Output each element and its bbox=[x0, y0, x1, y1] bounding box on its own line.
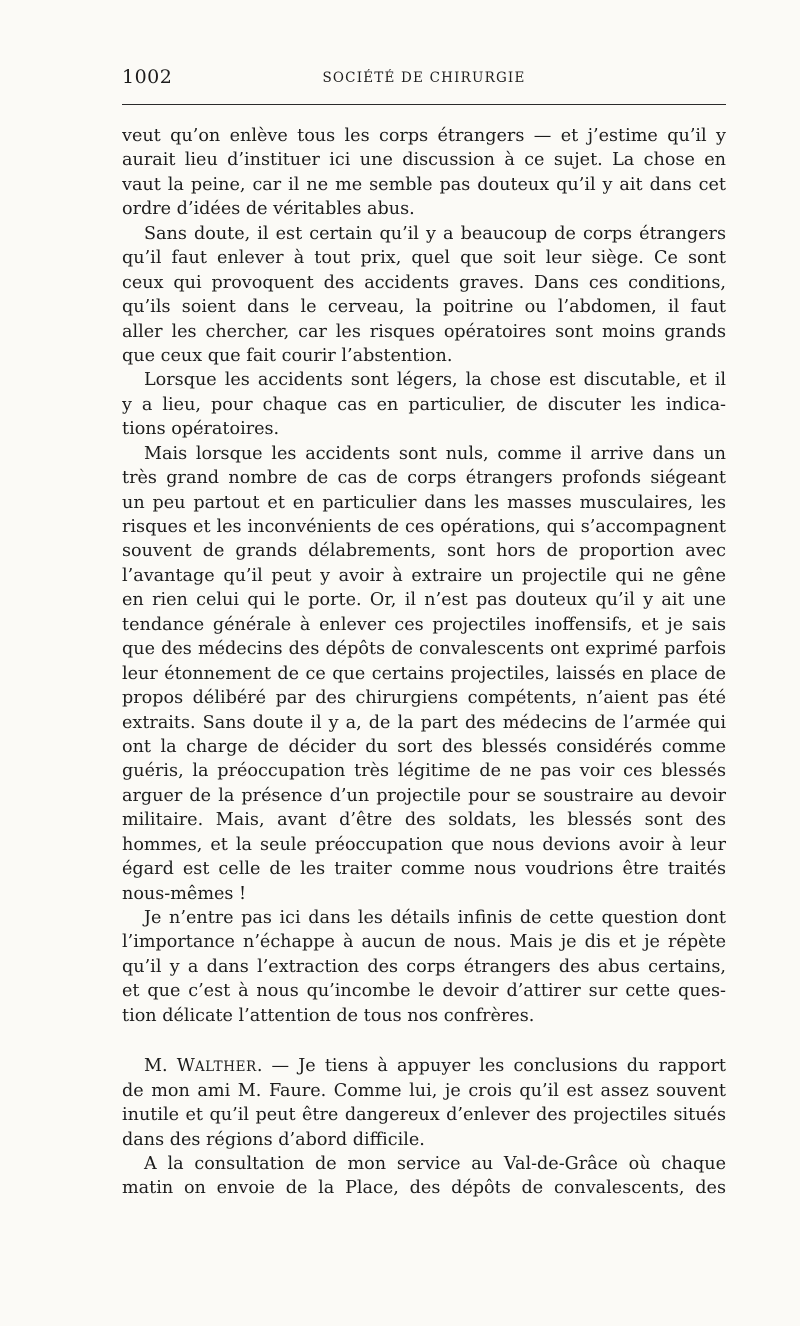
first-line-text: . — Je tiens à appuyer les conclusions du rapport bbox=[256, 1056, 726, 1077]
text-line: vaut la peine, car il ne me semble pas douteux qu’il y ait dans cet bbox=[122, 174, 726, 195]
text-line: veut qu’on enlève tous les corps étrangers — et j’estime qu’il y bbox=[122, 126, 726, 146]
text-line: et que c’est à nous qu’incombe le devoir d’attirer sur cette ques- bbox=[122, 981, 726, 1002]
text-line: y a lieu, pour chaque cas en particulier, de discuter les indica- bbox=[122, 394, 726, 415]
text-line: inutile et qu’il peut être dangereux d’enlever des projectiles situés bbox=[122, 1105, 726, 1126]
text-line: égard est celle de les traiter comme nous voudrions être traités bbox=[122, 859, 726, 880]
text-line: que des médecins des dépôts de convalescents ont exprimé parfois bbox=[122, 639, 726, 660]
text-line: un peu partout et en particulier dans les masses musculaires, les bbox=[122, 492, 726, 513]
paragraph-walther bbox=[122, 1054, 726, 1152]
text-line: de mon ami M. Faure. Comme lui, je crois qu’il est assez souvent bbox=[122, 1080, 726, 1101]
text-line: propos délibéré par des chirurgiens compétents, n’aient pas été bbox=[122, 688, 726, 709]
text-line: A la consultation de mon service au Val-de-Grâce où chaque bbox=[144, 1153, 726, 1174]
text-line: extraits. Sans doute il y a, de la part des médecins de l’armée qui bbox=[122, 712, 726, 733]
text-line: qu’ils soient dans le cerveau, la poitrine ou l’abdomen, il faut bbox=[122, 297, 726, 318]
text-line: ceux qui provoquent des accidents graves. Dans ces conditions, bbox=[122, 272, 726, 293]
text-line: tions opératoires. bbox=[122, 419, 280, 440]
text-line: ont la charge de décider du sort des blessés considérés comme bbox=[122, 736, 726, 757]
text-line: risques et les inconvénients de ces opérations, qui s’accompagnent bbox=[122, 517, 726, 537]
text-line: nous-mêmes ! bbox=[122, 883, 247, 904]
paragraph bbox=[122, 124, 726, 222]
text-line: aurait lieu d’instituer ici une discussion à ce sujet. La chose en bbox=[122, 150, 726, 171]
speaker-name-smallcaps: ALTHER bbox=[194, 1059, 257, 1076]
text-line: arguer de la présence d’un projectile pour se soustraire au devoir bbox=[122, 785, 726, 806]
text-line: aller les chercher, car les risques opératoires sont moins grands bbox=[122, 321, 726, 342]
paragraph bbox=[122, 368, 726, 441]
paragraph bbox=[122, 222, 726, 369]
page-header bbox=[122, 66, 726, 94]
text-line: qu’il faut enlever à tout prix, quel que soit leur siège. Ce sont bbox=[122, 248, 726, 269]
text-line: Mais lorsque les accidents sont nuls, comme il arrive dans un bbox=[144, 443, 726, 464]
text-line: tendance générale à enlever ces projectiles inoffensifs, et je sais bbox=[122, 614, 726, 635]
speaker-name-prefix: M. W bbox=[144, 1056, 195, 1077]
text-line: tion délicate l’attention de tous nos confrères. bbox=[122, 1005, 535, 1026]
text-line: très grand nombre de cas de corps étrangers profonds siégeant bbox=[122, 468, 726, 489]
body-text bbox=[122, 124, 726, 1201]
text-line: l’avantage qu’il peut y avoir à extraire un projectile qui ne gêne bbox=[122, 565, 726, 586]
header-rule bbox=[122, 104, 726, 105]
text-line: leur étonnement de ce que certains projectiles, laissés en place de bbox=[122, 663, 726, 684]
text-line bbox=[122, 1054, 726, 1078]
text-line: en rien celui qui le porte. Or, il n’est pas douteux qu’il y ait une bbox=[122, 590, 726, 611]
text-line: que ceux que fait courir l’abstention. bbox=[122, 345, 453, 366]
paragraph bbox=[122, 906, 726, 1028]
text-line: guéris, la préoccupation très légitime de ne pas voir ces blessés bbox=[122, 761, 726, 782]
text-line: l’importance n’échappe à aucun de nous. Mais je dis et je répète bbox=[122, 932, 726, 953]
running-title: SOCIÉTÉ DE CHIRURGIE bbox=[322, 70, 526, 86]
paragraph bbox=[122, 1152, 726, 1201]
text-line: dans des régions d’abord difficile. bbox=[122, 1129, 425, 1150]
section-gap bbox=[122, 1028, 726, 1054]
text-line: Lorsque les accidents sont légers, la chose est discutable, et il bbox=[144, 370, 726, 391]
text-line: matin on envoie de la Place, des dépôts de convalescents, des bbox=[122, 1178, 726, 1199]
text-line: Sans doute, il est certain qu’il y a beaucoup de corps étrangers bbox=[144, 223, 726, 244]
text-line: ordre d’idées de véritables abus. bbox=[122, 199, 415, 220]
text-line: souvent de grands délabrements, sont hors de proportion avec bbox=[122, 541, 726, 562]
text-line: qu’il y a dans l’extraction des corps étrangers des abus certains, bbox=[122, 956, 726, 977]
text-line: hommes, et la seule préoccupation que nous devions avoir à leur bbox=[122, 834, 726, 855]
page-number: 1002 bbox=[122, 66, 173, 88]
text-line: Je n’entre pas ici dans les détails infinis de cette question dont bbox=[144, 908, 726, 928]
paragraph bbox=[122, 442, 726, 906]
text-line: militaire. Mais, avant d’être des soldats, les blessés sont des bbox=[122, 810, 726, 831]
